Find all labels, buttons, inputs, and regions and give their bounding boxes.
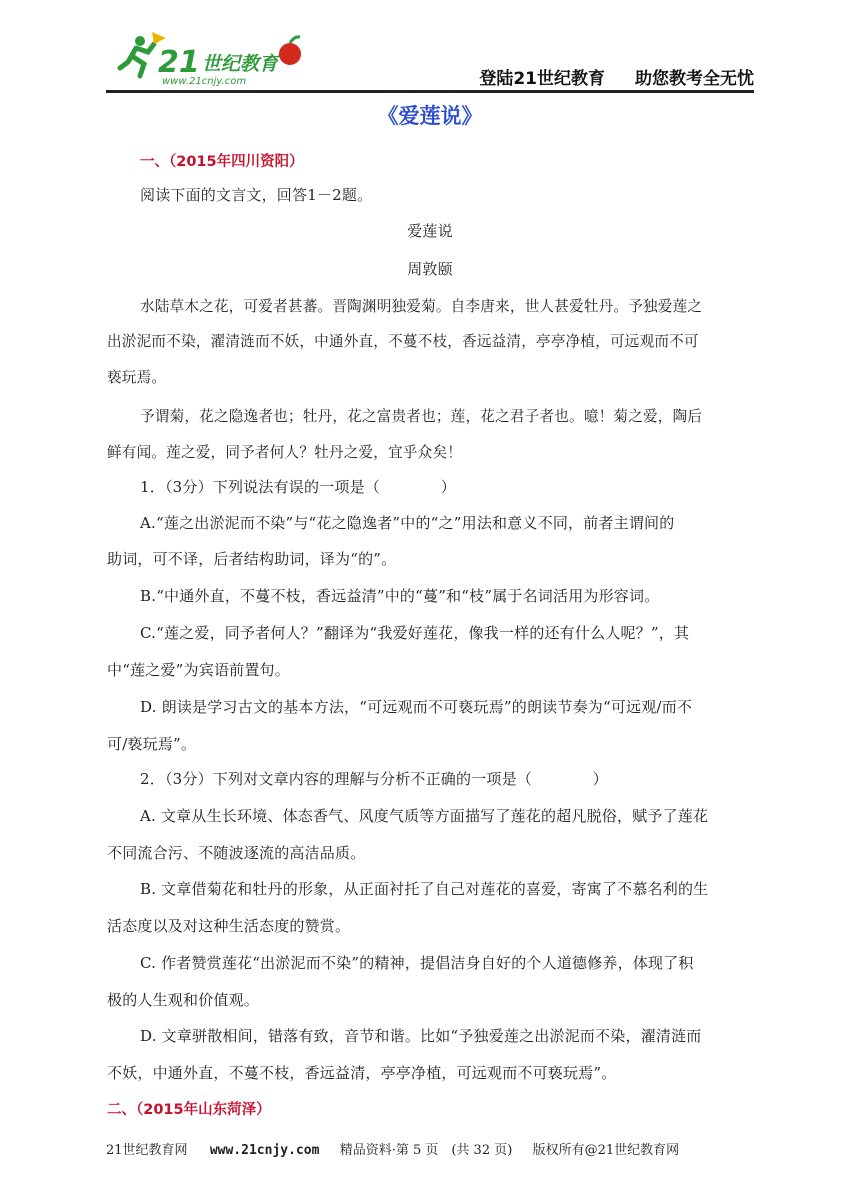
slogan-left: 登陆21世纪教育	[479, 69, 605, 89]
q1-option-d-line-1: D. 朗读是学习古文的基本方法，“可远观而不可亵玩焉”的朗读节奏为“可远观/而不	[140, 698, 693, 716]
svg-text:21: 21	[158, 45, 200, 80]
svg-text:www.21cnjy.com: www.21cnjy.com	[162, 76, 247, 87]
section-1-heading: 一、（2015年四川资阳）	[140, 154, 304, 170]
footer-brand: 21世纪教育网	[106, 1143, 188, 1158]
poem-paragraph-1-line-1: 水陆草木之花，可爱者甚蕃。晋陶渊明独爱菊。自李唐来，世人甚爱牡丹。予独爱莲之	[140, 298, 703, 315]
footer-copyright: 版权所有@21世纪教育网	[532, 1143, 680, 1158]
q1-option-d-line-2: 可/亵玩焉”。	[107, 735, 197, 753]
q2-option-d-line-2: 不妖，中通外直，不蔓不枝，香远益清，亭亭净植，可远观而不可亵玩焉”。	[107, 1064, 617, 1082]
question-2-stem: 2．（3分）下列对文章内容的理解与分析不正确的一项是（ ）	[140, 770, 608, 788]
q2-option-a-line-1: A. 文章从生长环境、体态香气、风度气质等方面描写了莲花的超凡脱俗，赋予了莲花	[140, 807, 709, 825]
footer-site-link[interactable]: www.21cnjy.com	[209, 1143, 320, 1158]
poem-title: 爱莲说	[407, 222, 453, 240]
21cnjy-logo	[114, 28, 314, 88]
instruction: 阅读下面的文言文，回答1－2题。	[140, 186, 373, 204]
footer-page-info: 精品资料·第 5 页 (共 32 页)	[339, 1143, 513, 1158]
section-2-heading: 二、（2015年山东菏泽）	[107, 1102, 271, 1118]
q1-option-b: B.“中通外直，不蔓不枝，香远益清”中的“蔓”和“枝”属于名词活用为形容词。	[140, 587, 660, 605]
q1-option-a-line-1: A.“莲之出淤泥而不染”与“花之隐逸者”中的“之”用法和意义不同，前者主谓间的	[140, 514, 675, 532]
q2-option-b-line-2: 活态度以及对这种生活态度的赞赏。	[107, 917, 351, 935]
poem-paragraph-2-line-1: 予谓菊，花之隐逸者也；牡丹，花之富贵者也；莲，花之君子者也。噫！菊之爱，陶后	[140, 408, 703, 425]
page-footer	[106, 1139, 754, 1158]
header-divider	[106, 90, 754, 93]
q2-option-d-line-1: D. 文章骈散相间，错落有致，音节和谐。比如“予独爱莲之出淤泥而不染，濯清涟而	[140, 1027, 702, 1045]
page-title: 《爱莲说》	[377, 104, 483, 128]
poem-paragraph-2-line-2: 鲜有闻。莲之爱，同予者何人？牡丹之爱，宜乎众矣！	[107, 444, 463, 461]
question-1-stem: 1．（3分）下列说法有误的一项是（ ）	[140, 478, 456, 496]
slogan-right: 助您教考全无忧	[635, 69, 754, 89]
q2-option-b-line-1: B. 文章借菊花和牡丹的形象，从正面衬托了自己对莲花的喜爱，寄寓了不慕名利的生	[140, 880, 709, 898]
poem-author: 周敦颐	[407, 260, 453, 278]
q1-option-c-line-1: C.“莲之爱，同予者何人？”翻译为“我爱好莲花，像我一样的还有什么人呢？”，其	[140, 624, 690, 642]
page-header	[106, 28, 754, 90]
poem-paragraph-1-line-2: 出淤泥而不染，濯清涟而不妖，中通外直，不蔓不枝，香远益清，亭亭净植，可远观而不可	[107, 333, 699, 350]
q1-option-c-line-2: 中“莲之爱”为宾语前置句。	[107, 661, 290, 679]
header-slogan	[479, 64, 754, 89]
q2-option-a-line-2: 不同流合污、不随波逐流的高洁品质。	[107, 844, 366, 862]
q2-option-c-line-1: C. 作者赞赏莲花“出淤泥而不染”的精神，提倡洁身自好的个人道德修养，体现了积	[140, 954, 694, 972]
poem-paragraph-1-line-3: 亵玩焉。	[107, 369, 167, 386]
q2-option-c-line-2: 极的人生观和价值观。	[107, 991, 260, 1009]
q1-option-a-line-2: 助词，可不译，后者结构助词，译为“的”。	[107, 550, 397, 568]
logo-text: 世纪教育	[202, 53, 279, 75]
